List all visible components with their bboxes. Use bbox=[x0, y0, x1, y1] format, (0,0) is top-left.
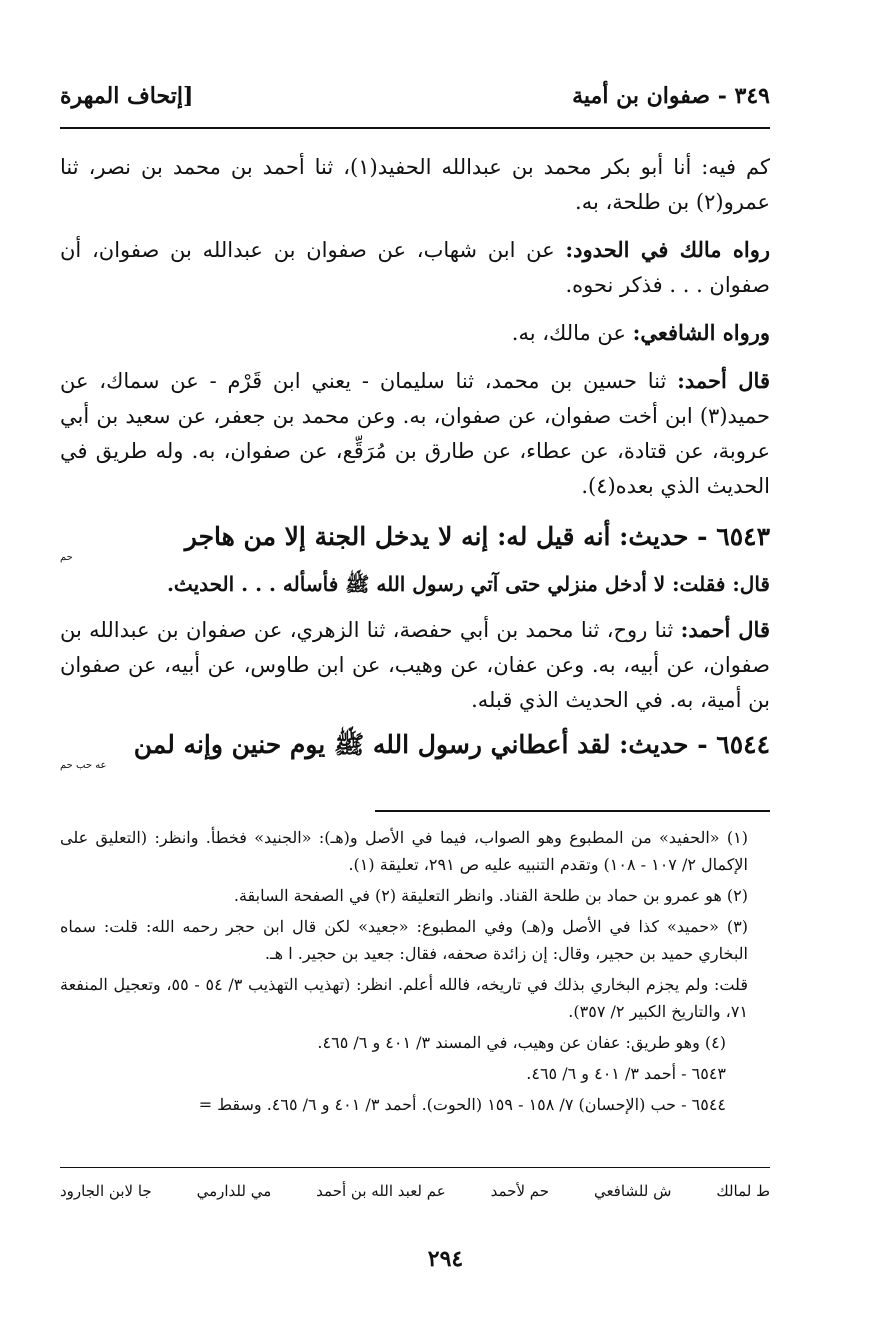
main-text bbox=[60, 150, 770, 772]
abbreviation-item: مي للدارمي bbox=[196, 1182, 272, 1200]
hadith-heading: ٦٥٤٤ - حديث: لقد أعطاني رسول الله ﷺ يوم حنين وإنه لمن bbox=[133, 730, 770, 759]
footnotes bbox=[60, 824, 770, 1122]
abbreviation-item: جا لابن الجارود bbox=[60, 1182, 152, 1200]
running-header bbox=[60, 76, 770, 116]
paragraph bbox=[60, 232, 770, 303]
paragraph-text: ثنا حسين بن محمد، ثنا سليمان - يعني ابن قَرْم - عن سماك، عن حميد(٣) ابن أخت صفوان، عن صفوان، به. وعن محمد بن جعفر، عن سعيد بن أبي عروبة، عن قتادة، عن عطاء، عن طارق بن مُرَقِّع، عن صفوان، به. وله طريق في الحديث الذي بعده(٤). bbox=[60, 369, 770, 498]
paragraph-text: كم فيه: أنا أبو بكر محمد بن عبدالله الحفيد(١)، ثنا أحمد بن محمد بن نصر، ثنا عمرو(٢) بن طلحة، به. bbox=[60, 155, 770, 214]
footnote: (٤) وهو طريق: عفان عن وهيب، في المسند ٣/ ٤٠١ و ٦/ ٤٦٥. bbox=[317, 1033, 726, 1052]
paragraph-lead: قال أحمد: bbox=[680, 617, 770, 642]
paragraph-lead: ورواه الشافعي: bbox=[632, 320, 770, 345]
abbreviation-item: عم لعبد الله بن أحمد bbox=[316, 1182, 446, 1200]
paragraph bbox=[60, 150, 770, 220]
paragraph bbox=[60, 315, 770, 351]
footnote: (٣) «حميد» كذا في الأصل و(هـ) وفي المطبوع: «جعيد» لكن قال ابن حجر رحمه الله: قلت: سماه البخاري حميد بن حجير، وقال: إن زائدة صحفه، فقال: جعيد بن حجير. ا هـ. bbox=[60, 917, 748, 963]
chapter-title: ٣٤٩ - صفوان بن أمية bbox=[572, 83, 770, 109]
header-divider bbox=[60, 127, 770, 129]
footnote: (٢) هو عمرو بن حماد بن طلحة القناد. وانظر التعليقة (٢) في الصفحة السابقة. bbox=[233, 886, 748, 905]
footnote: ٦٥٤٣ - أحمد ٣/ ٤٠١ و ٦/ ٤٦٥. bbox=[526, 1064, 726, 1083]
abbreviation-item: ط لمالك bbox=[716, 1182, 770, 1200]
hadith-continuation: قال: فقلت: لا أدخل منزلي حتى آتي رسول الله ﷺ فأسأله . . . الحديث. bbox=[166, 572, 770, 596]
paragraph-lead: قال أحمد: bbox=[677, 368, 770, 393]
abbreviation-divider bbox=[60, 1167, 770, 1168]
footnote: ٦٥٤٤ - حب (الإحسان) ٧/ ١٥٨ - ١٥٩ (الحوت). أحمد ٣/ ٤٠١ و ٦/ ٤٦٥. وسقط = bbox=[198, 1095, 726, 1114]
footnote: قلت: ولم يجزم البخاري بذلك في تاريخه، فالله أعلم. انظر: (تهذيب التهذيب ٣/ ٥٤ - ٥٥، وتعجيل المنفعة ٧١، والتاريخ الكبير ٢/ ٣٥٧). bbox=[60, 975, 748, 1021]
abbreviation-item: ش للشافعي bbox=[593, 1182, 672, 1200]
hadith-siglum: عه حب حم bbox=[60, 760, 107, 771]
paragraph-lead: رواه مالك في الحدود: bbox=[565, 237, 770, 262]
paragraph-text: عن ابن شهاب، عن صفوان بن عبدالله بن صفوان، أن صفوان . . . فذكر نحوه. bbox=[60, 238, 770, 297]
hadith-heading: ٦٥٤٣ - حديث: أنه قيل له: إنه لا يدخل الجنة إلا من هاجر bbox=[184, 522, 770, 551]
abbreviation-item: حم لأحمد bbox=[490, 1182, 550, 1200]
footnote: (١) «الحفيد» من المطبوع وهو الصواب، فيما في الأصل و(هـ): «الجنيد» فخطأ. وانظر: (التعليق على الإكمال ٢/ ١٠٧ - ١٠٨) وتقدم التنبيه عليه ص ٢٩١، تعليقة (١). bbox=[60, 828, 748, 874]
book-title: [إتحاف المهرة bbox=[60, 83, 194, 109]
abbreviation-key bbox=[60, 1182, 770, 1212]
footnote-divider bbox=[375, 810, 770, 812]
paragraph bbox=[60, 363, 770, 504]
paragraph-text: ثنا روح، ثنا محمد بن أبي حفصة، ثنا الزهري، عن صفوان بن عبدالله بن صفوان، عن أبيه، به. وعن عفان، عن وهيب، عن ابن طاوس، عن أبيه، عن صفوان بن أمية، به. في الحديث الذي قبله. bbox=[60, 618, 770, 712]
paragraph-text: عن مالك، به. bbox=[511, 321, 633, 345]
hadith-siglum: حم bbox=[60, 552, 73, 563]
paragraph bbox=[60, 612, 770, 718]
page-number: ٢٩٤ bbox=[427, 1246, 464, 1272]
